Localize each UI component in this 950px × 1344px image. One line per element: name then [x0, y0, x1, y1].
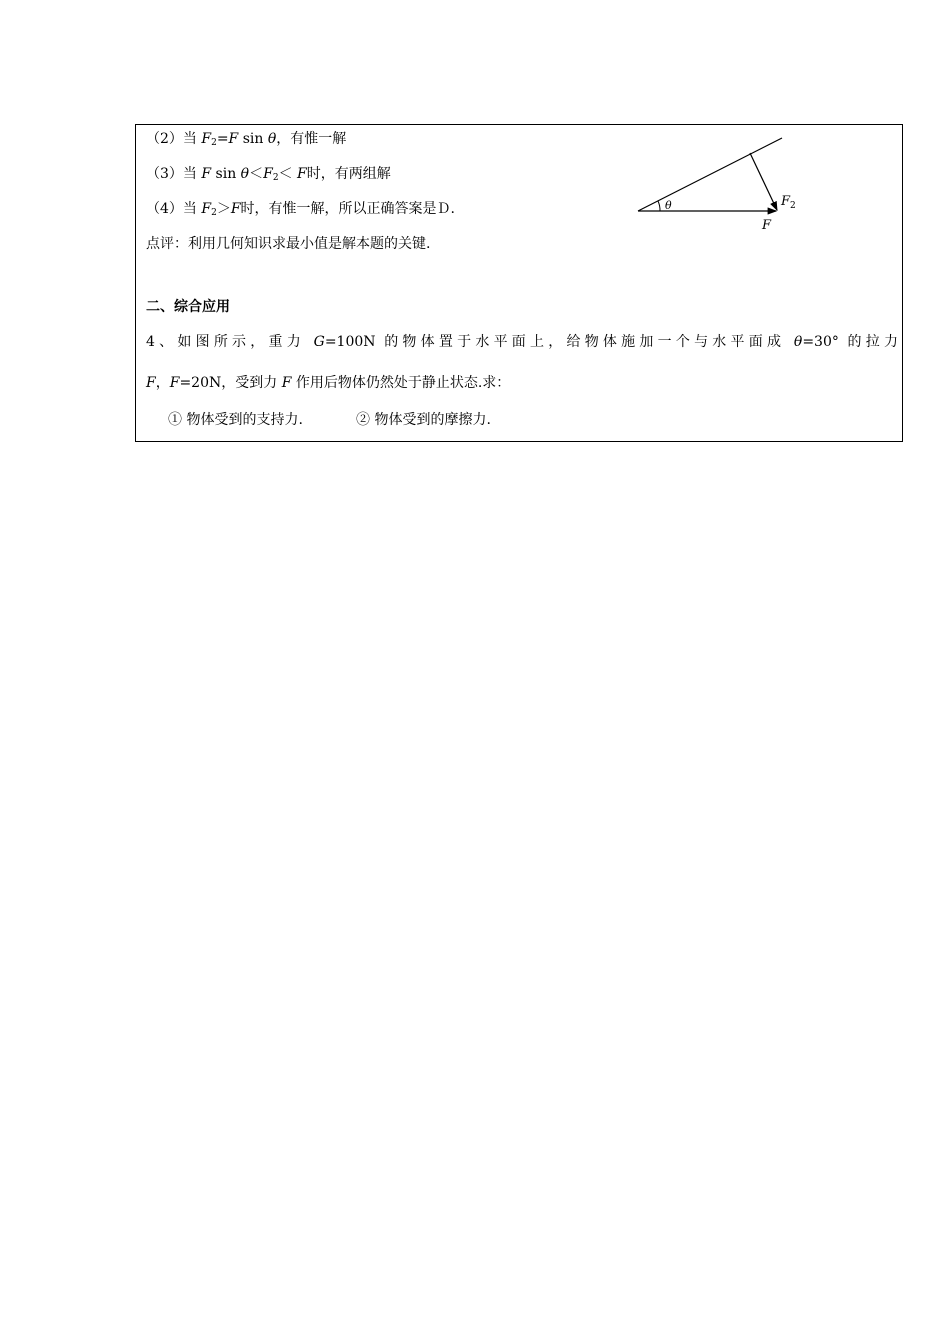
theta-arc	[658, 201, 660, 211]
force-decomposition-diagram	[634, 131, 804, 241]
question-line-1: 4、如图所示，重力 G=100N 的物体置于水平面上，给物体施加一个与水平面成 θ=30° 的拉力	[146, 334, 899, 350]
solution-comment: 点评：利用几何知识求最小值是解本题的关键.	[146, 236, 431, 252]
solution-case-3: （3）当 F $\sin \theta<F_2< F$时，有两组解	[146, 166, 391, 183]
question-part-1: ① 物体受到的支持力.	[168, 412, 303, 428]
solution-case-2: （2）当 $F_2=F$ sin θ，有惟一解	[146, 131, 347, 148]
theta-label: θ	[665, 199, 672, 212]
solution-case-4: （4）当 $F_2>F$时，有惟一解，所以正确答案是Ｄ.	[146, 201, 455, 218]
f-label: F	[762, 218, 772, 233]
f2-label: $F_2$	[781, 194, 796, 211]
content-box	[135, 124, 903, 442]
section-title: 二、综合应用	[146, 299, 230, 315]
question-part-2: ② 物体受到的摩擦力.	[356, 412, 491, 428]
question-line-2: F，F=20N，受到力 F 作用后物体仍然处于静止状态.求：	[146, 375, 511, 391]
force-f2-arrow	[750, 153, 777, 210]
